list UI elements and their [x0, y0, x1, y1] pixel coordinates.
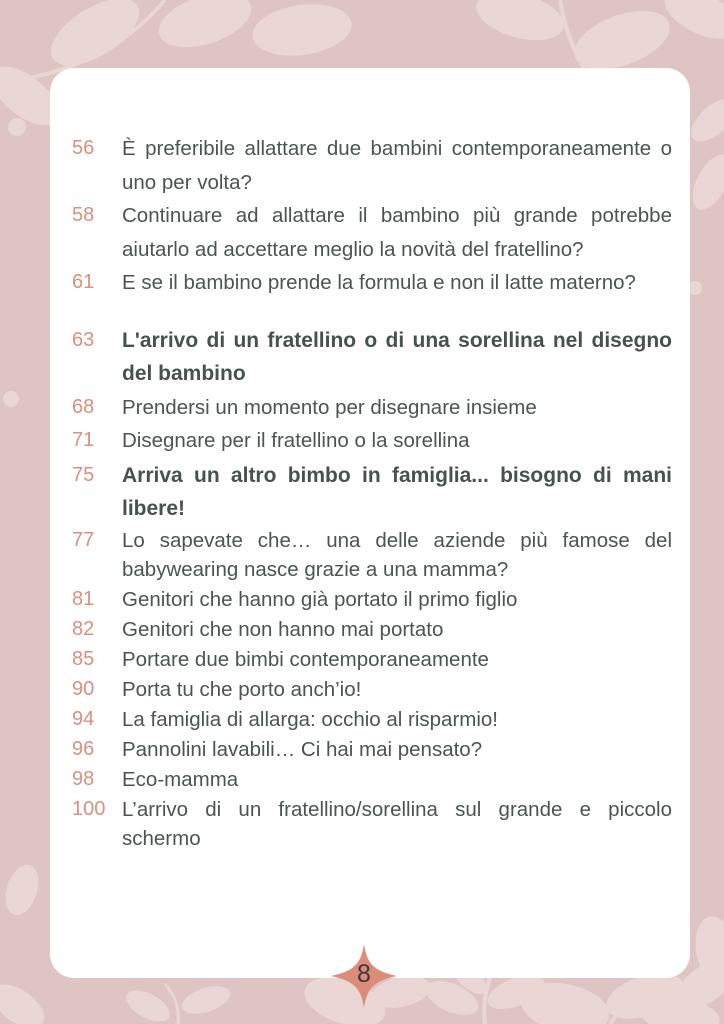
- toc-entry-page-number: 98: [72, 767, 95, 790]
- toc-entry-title: Lo sapevate che… una delle aziende più famose del babywearing nasce grazie a una mamma?: [122, 528, 672, 581]
- toc-entry: [72, 132, 672, 199]
- toc-entry-page-number: 56: [72, 137, 95, 159]
- toc-section-heading: [72, 324, 672, 390]
- toc-entry-page-number: 100: [72, 797, 106, 820]
- toc-entry: [72, 735, 672, 764]
- toc-heading-page-number: 63: [72, 328, 95, 351]
- toc-section-3: [72, 459, 672, 853]
- toc-entry: [72, 765, 672, 794]
- toc-entry: [72, 675, 672, 704]
- page-number: 8: [357, 959, 371, 988]
- toc-entry-page-number: 82: [72, 617, 95, 640]
- toc-entry-page-number: 61: [72, 271, 95, 293]
- toc-entry-title: Continuare ad allattare il bambino più grande potrebbe aiutarlo ad accettare meglio la novità del fratellino?: [122, 204, 672, 261]
- toc-entry: [72, 615, 672, 644]
- toc-entry: [72, 199, 672, 266]
- toc-section-heading: [72, 459, 672, 525]
- toc-entry: [72, 391, 672, 425]
- toc-entry-page-number: 58: [72, 204, 95, 226]
- page-number-badge: [331, 944, 397, 1008]
- toc-entry-page-number: 85: [72, 647, 95, 670]
- toc-entry-page-number: 68: [72, 395, 95, 418]
- toc-entry: [72, 795, 672, 853]
- toc-section-1: [72, 132, 672, 300]
- toc-entry: [72, 526, 672, 584]
- toc-entry-title: Portare due bimbi contemporaneamente: [122, 647, 489, 671]
- toc-entry-title: Genitori che hanno già portato il primo figlio: [122, 587, 518, 611]
- toc-entry: [72, 705, 672, 734]
- toc-entry-page-number: 71: [72, 429, 95, 451]
- toc-entry: [72, 645, 672, 674]
- toc-entry-title: La famiglia di allarga: occhio al risparmio!: [122, 707, 499, 731]
- toc-entry-title: Prendersi un momento per disegnare insieme: [122, 395, 537, 419]
- toc-entry-title: Porta tu che porto anch’io!: [122, 677, 362, 701]
- toc-entry-title: L’arrivo di un fratellino/sorellina sul grande e piccolo schermo: [122, 797, 672, 850]
- toc-entry: [72, 424, 672, 458]
- toc-heading-page-number: 75: [72, 463, 95, 486]
- toc-entry-title: E se il bambino prende la formula e non il latte materno?: [122, 271, 636, 294]
- toc-entry-title: Pannolini lavabili… Ci hai mai pensato?: [122, 737, 483, 761]
- toc-entry: [72, 585, 672, 614]
- toc-entry-title: È preferibile allattare due bambini contemporaneamente o uno per volta?: [122, 137, 672, 194]
- toc-entry-page-number: 94: [72, 707, 95, 730]
- toc-entry-title: Eco-mamma: [122, 767, 239, 791]
- toc-entry-page-number: 96: [72, 737, 95, 760]
- toc-heading-title: Arriva un altro bimbo in famiglia... bisogno di mani libere!: [122, 463, 672, 520]
- toc-entry: [72, 266, 672, 300]
- toc-heading-title: L'arrivo di un fratellino o di una sorellina nel disegno del bambino: [122, 328, 672, 385]
- toc-entry-page-number: 81: [72, 587, 95, 610]
- toc-entry-title: Disegnare per il fratellino o la sorellina: [122, 429, 470, 452]
- content-card: [50, 68, 690, 978]
- toc-entry-page-number: 90: [72, 677, 95, 700]
- toc-entry-title: Genitori che non hanno mai portato: [122, 617, 444, 641]
- toc-section-2: [72, 324, 672, 458]
- toc-entry-page-number: 77: [72, 528, 95, 551]
